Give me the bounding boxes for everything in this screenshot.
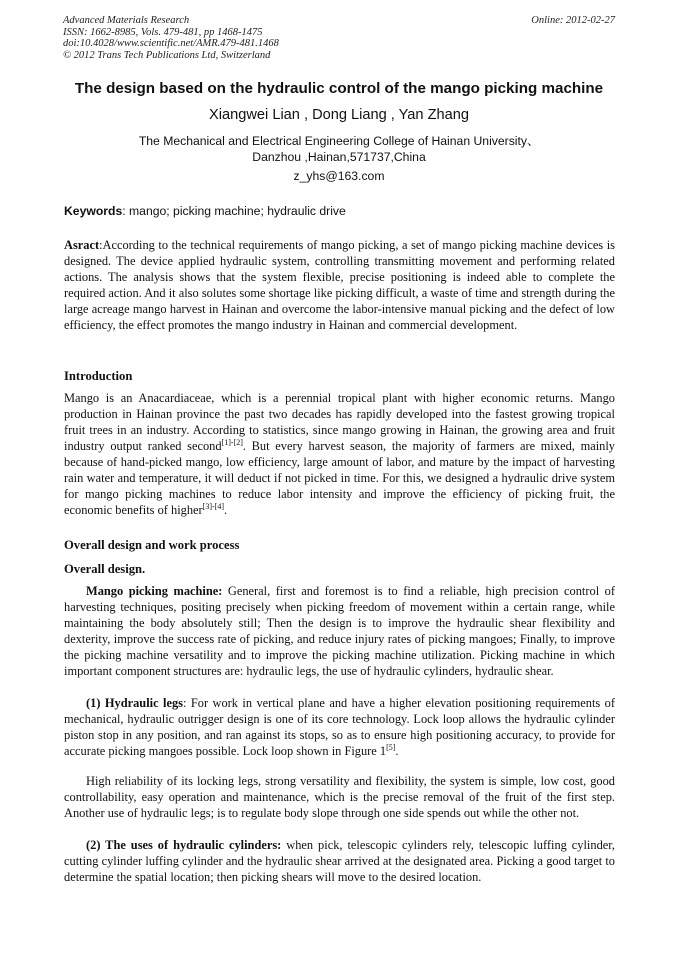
doi-line: doi:10.4028/www.scientific.net/AMR.479-481.1468 [63, 38, 279, 50]
paper-title: The design based on the hydraulic control of the mango picking machine [74, 80, 604, 97]
intro-citation-1: [1]-[2] [221, 437, 243, 447]
paragraph-label-legs: (1) Hydraulic legs [86, 696, 183, 710]
intro-text-b: . But every harvest season, the majority of farmers are mixed, mainly because of hand-picked mango, low efficiency, large amount of labor, and mature by the impact of harvesting rain water and temperature, it will deduct if not picked in time. For this, we designed a hydraulic drive system for mango picking machines to reduce labor intensity and improve the efficiency of picking fruit, the economic benefits of higher [64, 439, 615, 517]
affiliation [90, 133, 588, 165]
author-list: Xiangwei Lian , Dong Liang , Yan Zhang [209, 107, 469, 123]
intro-text-a: Mango is an Anacardiaceae, which is a perennial tropical plant with higher economic returns. Mango production in Hainan province the past two decades has rapidly developed into the fastest growing tropical fruit trees in an industry. According to statistics, since mango growing in Hainan, the growing area and fruit industry output ranked second [64, 391, 615, 453]
abstract-label: Asract [64, 238, 100, 252]
intro-citation-2: [3]-[4] [202, 501, 224, 511]
abstract [64, 237, 615, 333]
paragraph-locking-legs: High reliability of its locking legs, strong versatility and flexibility, the system is simple, low cost, good controllability, easy operation and maintenance, which is the precise removal of the fruit of the first step. Another use of hydraulic legs; is to regulate body slope through one side spends out while the other not. [64, 774, 615, 820]
section-heading-overall: Overall design and work process [64, 538, 240, 552]
abstract-text: :According to the technical requirements of mango picking, a set of mango picking machine devices is designed. The device applied hydraulic system, controlling transmitting movement and performing related actions. The analysis shows that the system flexible, precise positioning is indeed able to complete the required action. And it also solutes some shortage like picking difficult, a waste of time and strength during the large acreage mango harvest in Hainan and overcome the labor-intensive manual picking and the defect of low efficiency, the effect promotes the mango industry in Hainan and commercial development. [64, 238, 615, 332]
introduction-heading: Introduction [64, 369, 133, 383]
affiliation-line-1: The Mechanical and Electrical Engineering College of Hainan University、 [138, 134, 540, 148]
online-date: Online: 2012-02-27 [531, 15, 615, 26]
paragraph-text-cylinders: when pick, telescopic cylinders rely, telescopic luffing cylinder, cutting cylinder luffing cylinder and the hydraulic shear arrived at the designated area. Picking a good target to determine the spatial location; then picking shears will move to the desired location. [64, 838, 615, 884]
intro-text-c: . [224, 503, 228, 517]
journal-header [63, 15, 615, 61]
paragraph-label-cylinders: (2) The uses of hydraulic cylinders: [86, 838, 282, 852]
copyright-line: © 2012 Trans Tech Publications Ltd, Switzerland [63, 49, 271, 61]
paragraph-hydraulic-legs [64, 695, 615, 759]
paragraph-end-legs: . [395, 744, 399, 758]
keywords-label: Keywords [64, 204, 123, 218]
legs-citation: [5] [386, 742, 396, 752]
paragraph-hydraulic-cylinders [64, 837, 615, 885]
keywords-text: : mango; picking machine; hydraulic drive [122, 204, 346, 218]
issn-line: ISSN: 1662-8985, Vols. 479-481, pp 1468-1475 [63, 26, 263, 38]
introduction-paragraph [64, 390, 615, 518]
paragraph-text-legs: : For work in vertical plane and have a higher elevation positioning requirements of mechanical, hydraulic outrigger design is one of its core technology. Lock loop allows the hydraulic cylinder piston stop in any position, and ran against its stops, so as to ensure high positioning accuracy, to provide for accurate picking mangoes possible. Lock loop shown in Figure 1 [64, 696, 615, 758]
subsection-heading-overall-design: Overall design. [64, 562, 146, 576]
journal-name: Advanced Materials Research [63, 15, 190, 26]
paragraph-mango-picking-machine [64, 583, 615, 679]
author-email: z_yhs@163.com [293, 169, 385, 183]
paragraph-label-machine: Mango picking machine: [86, 584, 223, 598]
keywords [64, 204, 616, 218]
affiliation-line-2: Danzhou ,Hainan,571737,China [252, 150, 426, 164]
paragraph-text-machine: General, first and foremost is to find a reliable, high precision control of harvesting techniques, positing precisely when picking freedom of movement within a certain range, while maintaining the body absolutely still; Then the design is to improve the hydraulic shear flexibility and dexterity, improve the success rate of picking, and reduce injury rates of picking mangoes; Finally, to improve the picking machine versatility and to improve the picking machine utilization. Picking machine in which important component structures are: hydraulic legs, the use of hydraulic cylinders, hydraulic shear. [64, 584, 615, 678]
